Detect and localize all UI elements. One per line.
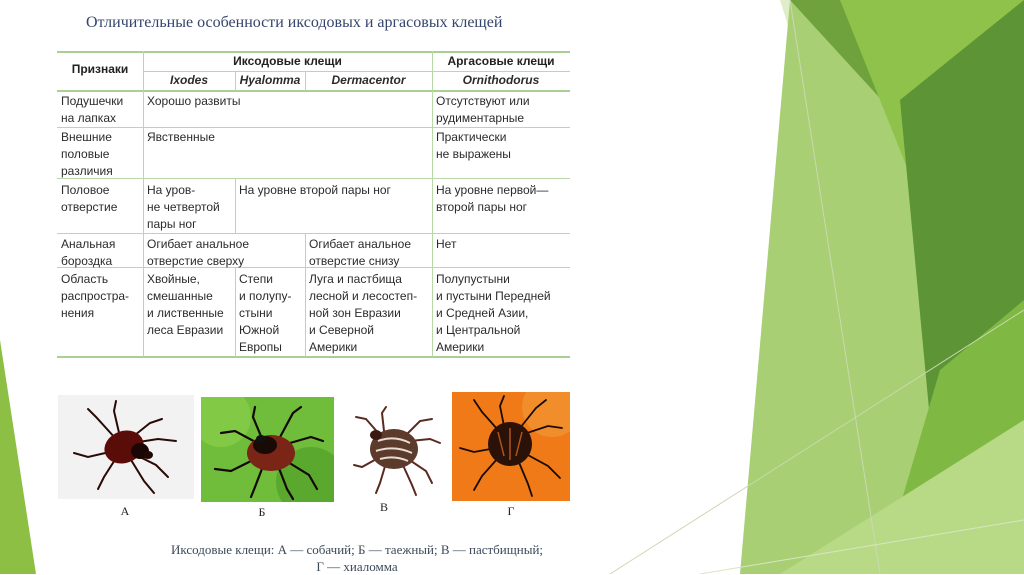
tick-photo-taiga [201, 397, 334, 502]
row-anal-argasid: Нет [436, 237, 457, 251]
row-genital-feature: Половое отверстие [61, 183, 118, 214]
tick-photo-dog [58, 395, 194, 499]
photo-label-v: В [379, 500, 388, 514]
genus-ornithodorus: Ornithodorus [462, 73, 540, 87]
row-pads-argasid: Отсутствуют или рудиментарные [436, 94, 530, 125]
row-genital-argasid: На уровне первой— второй пары ног [436, 183, 549, 214]
row-anal-feature: Анальная бороздка [61, 237, 116, 268]
genus-dermacentor: Dermacentor [331, 73, 406, 87]
photo-label-a: А [120, 504, 130, 518]
photo-label-b: Б [258, 505, 266, 519]
row-range-hyalomma: Степи и полупу- стыни Южной Европы [239, 272, 292, 354]
row-pads-feature: Подушечки на лапках [61, 94, 124, 125]
header-argasid: Аргасовые клещи [447, 54, 555, 68]
page-title: Отличительные особенности иксодовых и аргасовых клещей [86, 14, 503, 31]
row-range-ixodes: Хвойные, смешанные и лиственные леса Евразии [147, 272, 224, 337]
row-sexdiff-argasid: Практически не выражены [436, 130, 511, 161]
photo-label-g: Г [507, 504, 515, 518]
row-pads-ixodid: Хорошо развиты [147, 94, 241, 108]
genus-hyalomma: Hyalomma [239, 73, 301, 87]
figure-caption: Иксодовые клещи: А — собачий; Б — таежный; В — пастбищный; Г — хиаломма [170, 542, 544, 574]
row-sexdiff-ixodid: Явственные [147, 130, 215, 144]
row-range-feature: Область распростра- нения [61, 272, 130, 320]
genus-ixodes: Ixodes [169, 73, 208, 87]
row-range-argasid: Полупустыни и пустыни Передней и Средней Азии, и Центральной Америки [436, 272, 551, 354]
row-sexdiff-feature: Внешние половые различия [61, 130, 113, 178]
row-anal-dermacentor: Огибает анальное отверстие снизу [309, 237, 411, 268]
header-ixodid: Иксодовые клещи [233, 54, 342, 68]
row-genital-ixodes: На уров- не четвертой пары ног [147, 183, 220, 231]
tick-photo-hyalomma [452, 392, 570, 501]
header-features: Признаки [71, 62, 129, 76]
row-genital-rest: На уровне второй пары ног [239, 183, 391, 197]
tick-photo-pasture [346, 405, 444, 497]
row-anal-ixodes-hyalomma: Огибает анальное отверстие сверху [147, 237, 249, 268]
comparison-table [57, 51, 570, 358]
row-range-dermacentor: Луга и пастбища лесной и лесостеп- ной зон Евразии и Северной Америки [309, 272, 418, 354]
